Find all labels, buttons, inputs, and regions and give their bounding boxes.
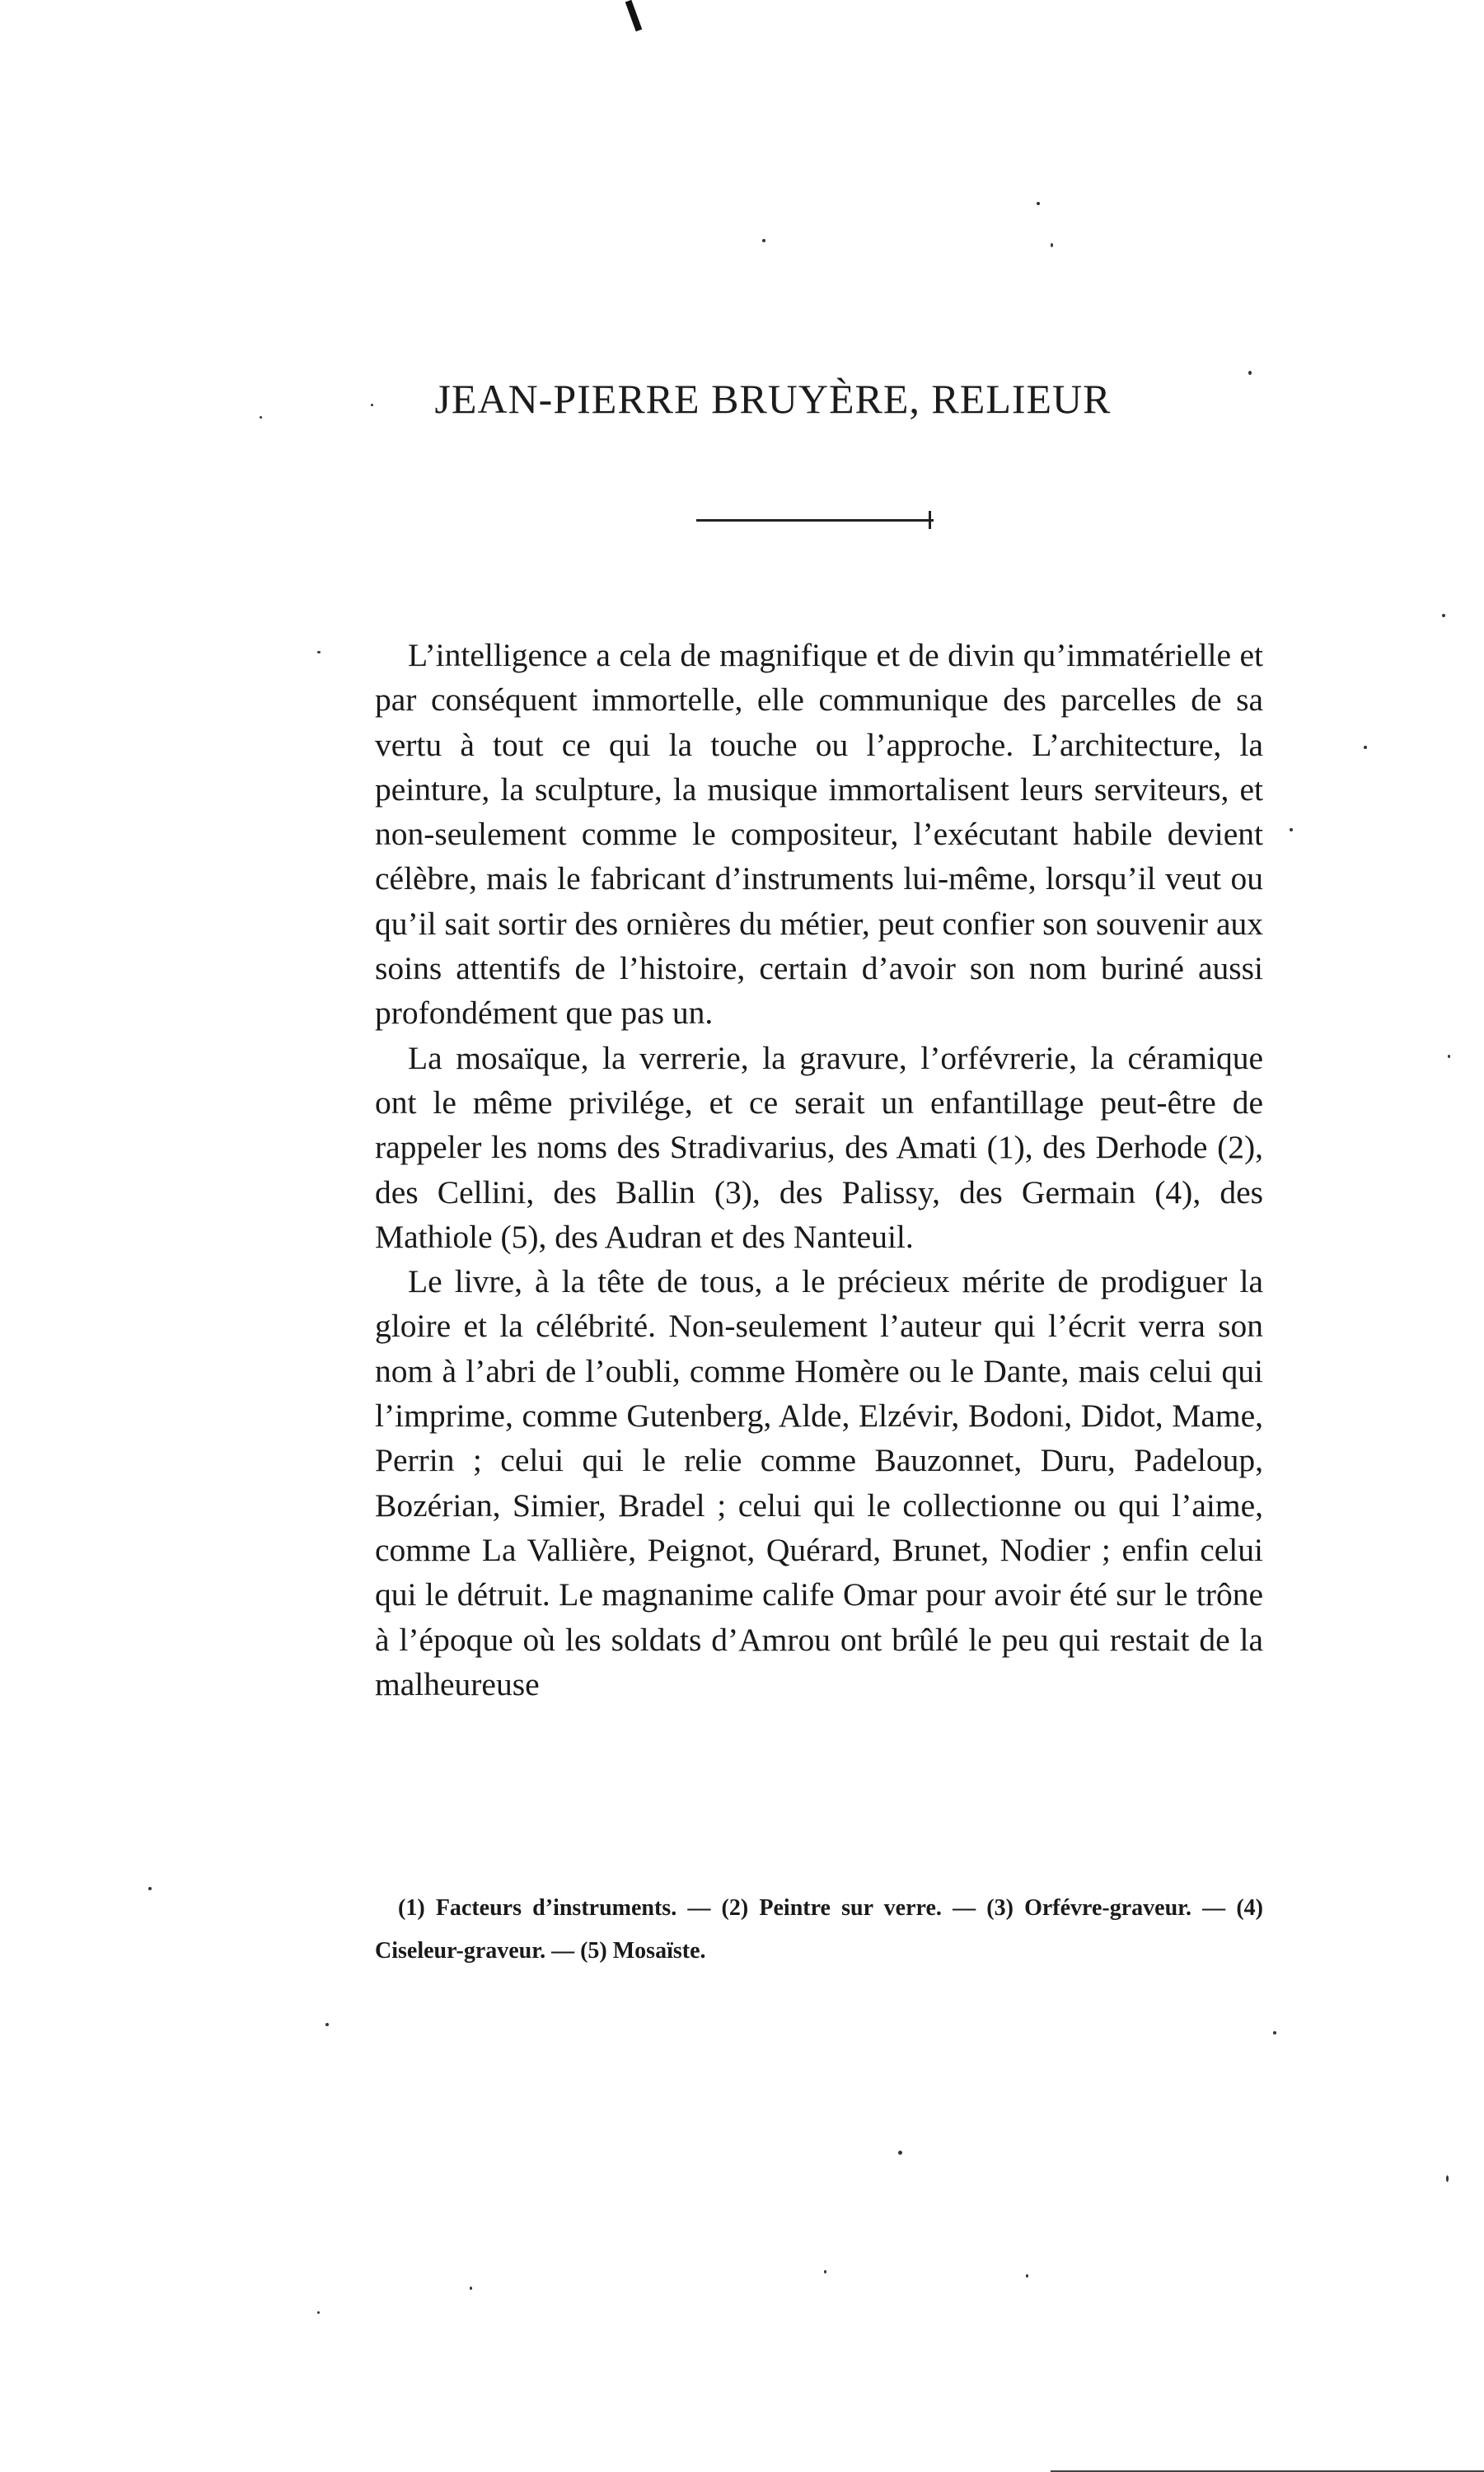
scan-speck — [1037, 202, 1040, 205]
scan-speck — [1364, 746, 1367, 749]
scan-speck — [1273, 2031, 1276, 2034]
scan-speck — [1248, 371, 1252, 375]
scan-speck — [325, 2023, 329, 2026]
scan-speck — [1290, 828, 1293, 831]
footnote-text: (1) Facteurs d’instruments. — (2) Peintre sur verre. — (3) Orfévre-graveur. — (4) Ciseleur-graveur. — (5) Mosaïste. — [375, 1895, 1263, 1964]
footnotes — [375, 1887, 1263, 1973]
scan-speck — [371, 404, 373, 406]
scan-speck — [317, 651, 321, 653]
scan-speck — [1442, 614, 1445, 617]
scan-speck — [1026, 2274, 1028, 2278]
scan-speck — [1448, 1055, 1450, 1058]
scan-speck — [1446, 2175, 1449, 2182]
scan-speck — [824, 2270, 826, 2273]
title-rule-tick — [929, 511, 931, 529]
scan-speck — [317, 2311, 320, 2314]
scan-speck — [898, 2151, 902, 2155]
scan-speck — [762, 239, 765, 242]
body-text — [375, 633, 1263, 1707]
scan-speck — [260, 416, 262, 419]
scan-mark — [625, 0, 643, 31]
paragraph-2: La mosaïque, la verrerie, la gravure, l’orfévrerie, la céramique ont le même privilége, et ce serait un enfantillage peut-être de rappeler les noms des Stradivarius, des Amati (1), des Derhode (2), des Cellini, des Ballin (3), des Palissy, des Germain (4), des Mathiole (5), des Audran et des Nanteuil. — [375, 1039, 1263, 1255]
paragraph-1: L’intelligence a cela de magnifique et de divin qu’immatérielle et par conséquent immortelle, elle communique des parcelles de sa vertu à tout ce qui la touche ou l’approche. L’architecture, la peinture, la sculpture, la musique immortalisent leurs serviteurs, et non-seulement comme le compositeur, l’exécutant habile devient célèbre, mais le fabricant d’instruments lui-même, lorsqu’il veut ou qu’il sait sortir des ornières du métier, peut confier son souvenir aux soins attentifs de l’histoire, certain d’avoir son nom buriné aussi profondément que pas un. — [375, 637, 1263, 1032]
paragraph-3: Le livre, à la tête de tous, a le précieux mérite de prodiguer la gloire et la célébrité. Non-seulement l’auteur qui l’écrit verra son nom à l’abri de l’oubli, comme Homère ou le Dante, mais celui qui l’imprime, comme Gutenberg, Alde, Elzévir, Bodoni, Didot, Mame, Perrin ; celui qui le relie comme Bauzonnet, Duru, Padeloup, Bozérian, Simier, Bradel ; celui qui le collectionne ou qui l’aime, comme La Vallière, Peignot, Quérard, Brunet, Nodier ; enfin celui qui le détruit. Le magnanime calife Omar pour avoir été sur le trône à l’époque où les soldats d’Amrou ont brûlé le peu qui restait de la malheureuse — [375, 1263, 1263, 1702]
scan-speck — [148, 1887, 152, 1890]
scan-speck — [1051, 243, 1053, 247]
scan-speck — [470, 2287, 472, 2290]
title-rule — [696, 519, 934, 522]
chapter-title: JEAN-PIERRE BRUYÈRE, RELIEUR — [434, 376, 1112, 422]
